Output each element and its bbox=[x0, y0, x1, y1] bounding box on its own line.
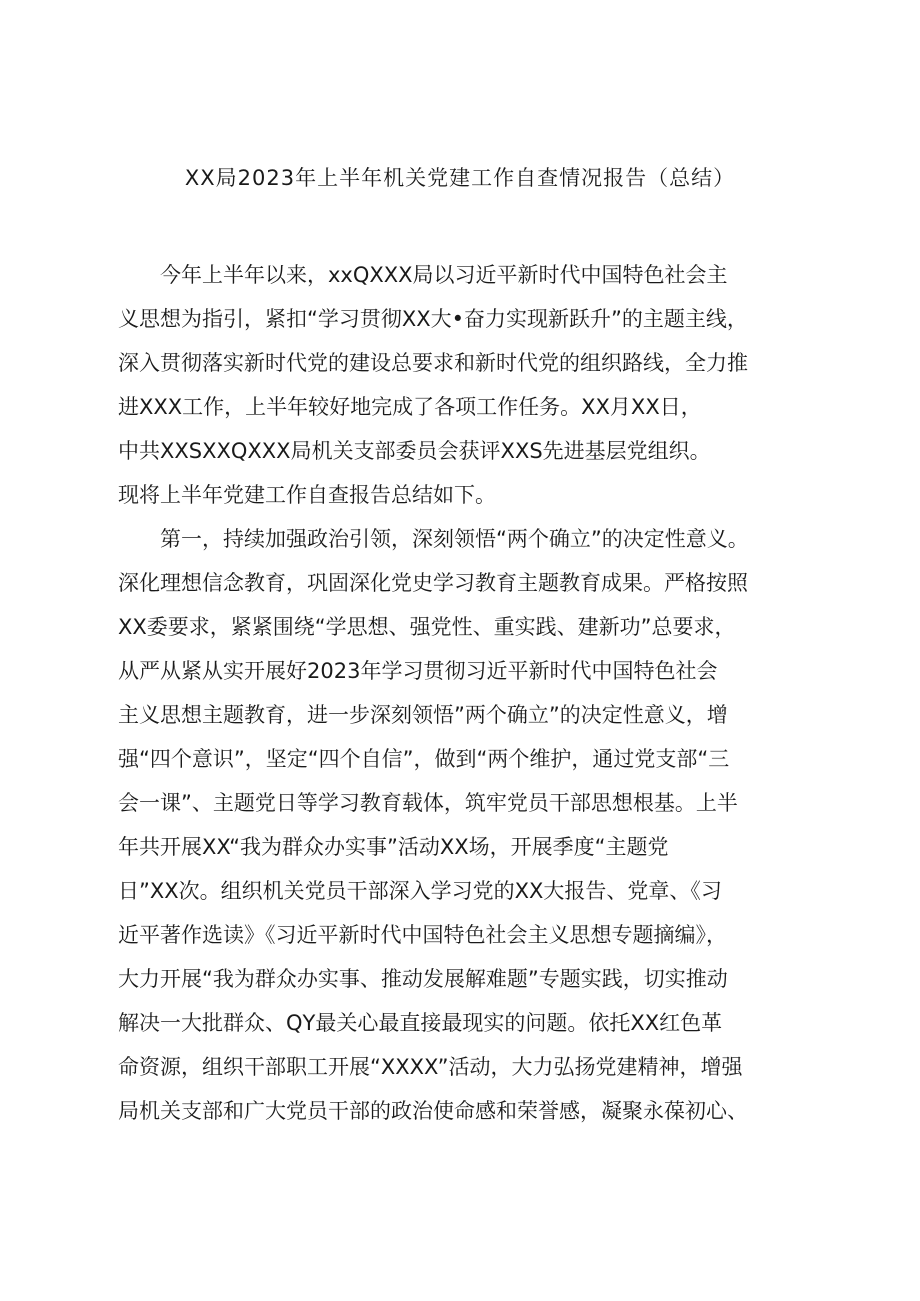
text-line: 强“四个意识”，坚定“四个自信”，做到“两个维护，通过党支部“三 bbox=[118, 747, 730, 771]
text-line: 进XXX工作，上半年较好地完成了各项工作任务。XX月XX日， bbox=[118, 395, 702, 419]
text-line: 年共开展XX“我为群众办实事”活动XX场，开展季度“主题党 bbox=[118, 835, 669, 859]
text-line: 近平著作选读》《习近平新时代中国特色社会主义思想专题摘编》， bbox=[118, 923, 727, 947]
text-line: 义思想为指引，紧扣“学习贯彻XX大•奋力实现新跃升”的主题主线， bbox=[118, 307, 748, 331]
text-line: 中共XXSXXQXXX局机关支部委员会获评XXS先进基层党组织。 bbox=[118, 439, 711, 463]
text-line: 深入贯彻落实新时代党的建设总要求和新时代党的组织路线，全力推 bbox=[118, 351, 748, 375]
text-line: 从严从紧从实开展好2023年学习贯彻习近平新时代中国特色社会 bbox=[118, 659, 718, 683]
text-line: 深化理想信念教育，巩固深化党史学习教育主题教育成果。严格按照 bbox=[118, 571, 748, 595]
text-line: 主义思想主题教育，进一步深刻领悟”两个确立”的决定性意义，增 bbox=[118, 703, 728, 727]
text-line: 命资源，组织干部职工开展“XXXX”活动，大力弘扬党建精神，增强 bbox=[118, 1055, 743, 1079]
text-line: 解决一大批群众、QY最关心最直接最现实的问题。依托XX红色革 bbox=[118, 1011, 723, 1035]
text-line: 第一，持续加强政治引领，深刻领悟“两个确立”的决定性意义。 bbox=[160, 527, 749, 551]
text-line: 日”XX次。组织机关党员干部深入学习党的XX大报告、党章、《习 bbox=[118, 879, 722, 903]
document-title: XX局2023年上半年机关党建工作自查情况报告（总结） bbox=[184, 166, 736, 190]
text-line: 会一课”、主题党日等学习教育载体，筑牢党员干部思想根基。上半 bbox=[118, 791, 738, 815]
text-line: 局机关支部和广大党员干部的政治使命感和荣誉感，凝聚永葆初心、 bbox=[118, 1099, 748, 1123]
document-body bbox=[118, 253, 818, 1133]
text-line: 大力开展“我为群众办实事、推动发展解难题”专题实践，切实推动 bbox=[118, 967, 728, 991]
text-line: 今年上半年以来，xxQXXX局以习近平新时代中国特色社会主 bbox=[160, 263, 728, 287]
paragraph-intro bbox=[118, 253, 818, 517]
paragraph-first-point bbox=[118, 517, 818, 1133]
text-line: XX委要求，紧紧围绕“学思想、强党性、重实践、建新功”总要求， bbox=[118, 615, 736, 639]
text-line: 现将上半年党建工作自查报告总结如下。 bbox=[118, 483, 496, 507]
